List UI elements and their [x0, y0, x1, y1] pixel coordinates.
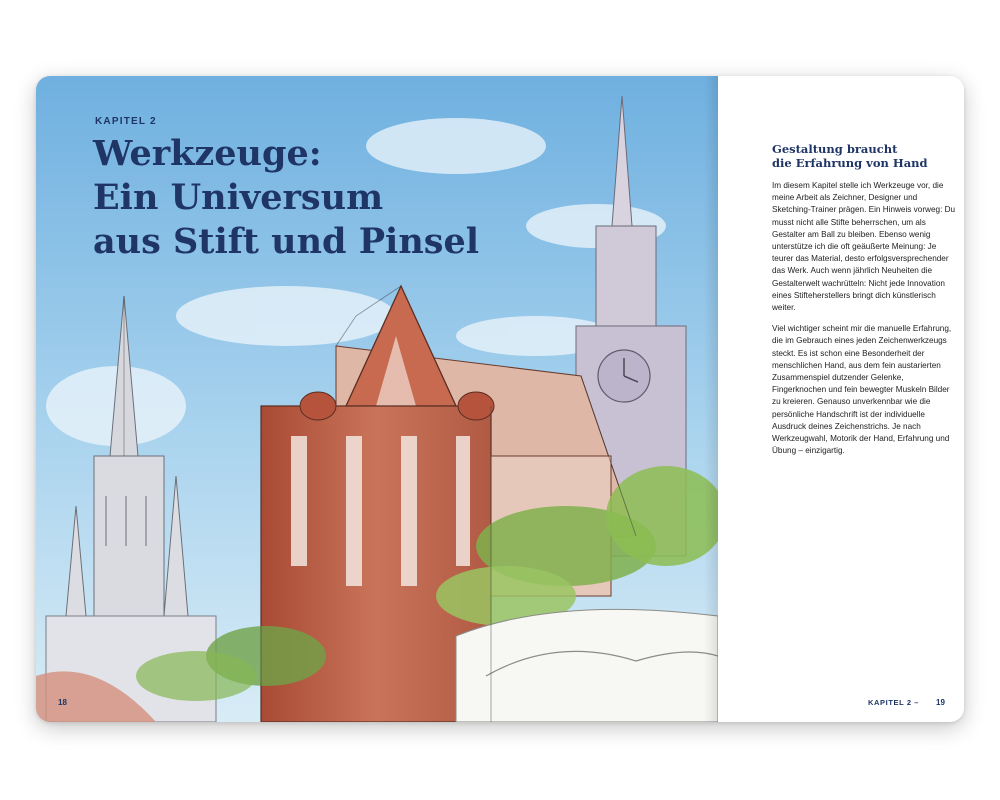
chapter-label: KAPITEL 2 — [95, 116, 157, 127]
chapter-title-line: aus Stift und Pinsel — [93, 221, 480, 262]
page-number-left: 18 — [58, 698, 67, 707]
page-number-right: 19 — [936, 698, 945, 707]
subheading-line: die Erfahrung von Hand — [772, 156, 928, 170]
right-page — [718, 76, 964, 722]
chapter-title-line: Werkzeuge: — [93, 133, 322, 174]
subheading-line: Gestaltung braucht — [772, 142, 898, 156]
body-paragraph: Viel wichtiger scheint mir die manuelle Erfahrung, die im Gebrauch eines jeden Zeichenwerkzeugs steckt. Es ist schon eine Besonderheit der menschlichen Hand, aus dem fein austarierten Zusammenspiel dutzender Gelenke, Fingerknochen und fein bewegter Muskeln Bilder zu kreieren. Genauso unverkennbar wie die persönliche Handschrift ist der individuelle Ausdruck deines Zeichenstrichs. Je nach Werkzeugwahl, Motorik der Hand, Erfahrung und Übung – einzigartig. — [772, 324, 952, 456]
chapter-title-line: Ein Universum — [93, 177, 384, 218]
body-paragraph: Im diesem Kapitel stelle ich Werkzeuge vor, die meine Arbeit als Zeichner, Designer und Sketching-Trainer prägen. Ein Hinweis vorweg: Du musst nicht alle Stifte beherrschen, um als Gestalter am Ball zu bleiben. Ebenso wenig unterstütze ich die oft geäußerte Meinung: Je teurer das Material, desto erfolgsversprechender das Werk. Auch wenn jährlich Neuheiten die Gestalterwelt wachrütteln: Nicht jede Innovation eines Stifteherstellers bringt dich künstlerisch weiter. — [772, 181, 956, 313]
left-page — [36, 76, 718, 722]
book-spread — [36, 76, 964, 722]
chapter-title — [93, 132, 653, 264]
running-footer: KAPITEL 2 – — [868, 698, 920, 707]
section-subheading — [772, 142, 952, 170]
body-text — [772, 180, 958, 466]
